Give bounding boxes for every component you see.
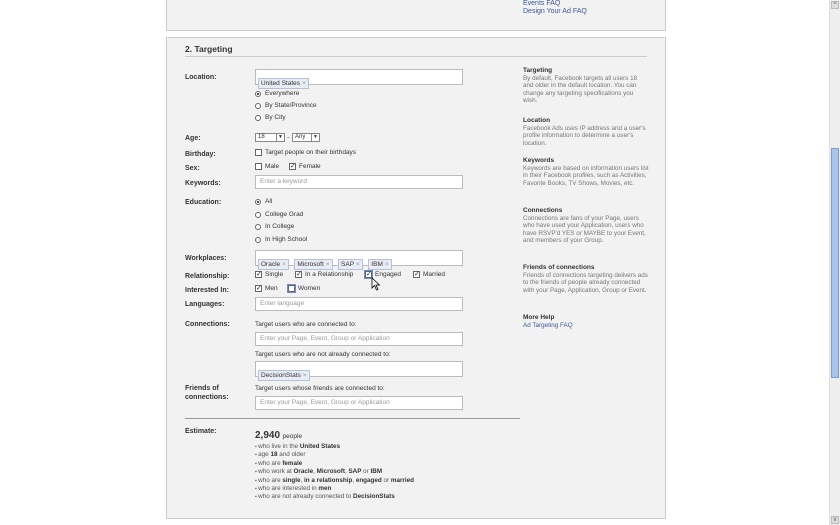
mouse-cursor-icon	[371, 277, 381, 291]
estimate-details	[255, 443, 414, 502]
workplaces-input[interactable]	[255, 250, 463, 266]
sex-female-checkbox[interactable]: ✓ Female	[290, 163, 321, 170]
estimate-label: Estimate:	[185, 428, 217, 435]
relationship-engaged-checkbox[interactable]: ✓ Engaged	[366, 271, 402, 278]
relationship-married-checkbox[interactable]: ✓ Married	[414, 271, 446, 278]
keywords-label: Keywords:	[185, 180, 221, 187]
keywords-input[interactable]: Enter a keyword	[255, 175, 463, 189]
estimate-line: ▪ who are interested in men	[255, 485, 414, 493]
connected-to-label: Target users who are connected to:	[255, 321, 357, 328]
workplace-token: IBM ×	[368, 259, 391, 270]
age-to-select[interactable]: Any ▼	[292, 133, 320, 142]
dropdown-arrow-icon: ▼	[276, 134, 284, 141]
estimate-count: 2,940 people	[255, 430, 303, 441]
section-divider	[185, 56, 647, 57]
radio-icon	[255, 115, 261, 121]
relationship-single-checkbox[interactable]: ✓ Single	[256, 271, 284, 278]
languages-input[interactable]: Enter language	[255, 297, 463, 311]
workplace-token: Oracle ×	[258, 259, 289, 270]
ad-targeting-faq-link[interactable]: Ad Targeting FAQ	[523, 321, 573, 329]
scroll-down-icon[interactable]: v	[831, 516, 839, 524]
checkbox-icon	[288, 285, 295, 292]
education-in-college-radio[interactable]: In College	[255, 222, 294, 231]
location-city-radio[interactable]: By City	[255, 113, 286, 122]
location-state-radio[interactable]: By State/Province	[255, 101, 317, 110]
radio-selected-icon	[255, 199, 261, 205]
education-college-grad-radio[interactable]: College Grad	[255, 210, 303, 219]
estimate-divider	[185, 418, 520, 419]
estimate-line: ▪ who live in the United States	[255, 443, 414, 451]
help-location: Location Facebook Ads uses IP address and a user's profile information to determine a user's location.	[523, 117, 646, 147]
workplaces-label: Workplaces:	[185, 255, 227, 262]
location-label: Location:	[185, 74, 217, 81]
estimate-line: ▪ who are not already connected to DecisionStats	[255, 493, 414, 501]
remove-token-icon[interactable]: ×	[356, 261, 360, 268]
help-more: More Help Ad Targeting FAQ	[523, 314, 573, 329]
interested-women-checkbox[interactable]: Women	[288, 284, 320, 293]
checkbox-checked-icon: ✓	[366, 271, 372, 278]
age-label: Age:	[185, 135, 201, 142]
checkbox-icon	[255, 149, 262, 156]
workplace-token: SAP ×	[338, 259, 363, 270]
relationship-in-relationship-checkbox[interactable]: ✓ In a Relationship	[296, 271, 354, 278]
education-high-school-radio[interactable]: In High School	[255, 235, 307, 244]
remove-token-icon[interactable]: ×	[384, 261, 389, 268]
radio-icon	[255, 212, 261, 218]
estimate-line: ▪ who are single, in a relationship, engaged or married	[255, 477, 414, 485]
help-connections: Connections Connections are fans of your Page, users who have used your Application, users who have RSVP'd YES or MAYBE to your Event, and members of your Group.	[523, 207, 646, 245]
design-ad-faq-link[interactable]: Design Your Ad FAQ	[523, 8, 587, 15]
connected-to-input[interactable]: Enter your Page, Event, Group or Application	[255, 332, 463, 346]
faq-links	[523, 0, 587, 16]
education-label: Education:	[185, 199, 222, 206]
languages-label: Languages:	[185, 301, 225, 308]
checkbox-icon	[255, 163, 262, 170]
estimate-line: ▪ age 18 and older	[255, 451, 414, 459]
events-faq-link[interactable]: Events FAQ	[523, 0, 561, 7]
friends-connected-to-label: Target users whose friends are connected to:	[255, 385, 385, 392]
remove-token-icon[interactable]: ×	[282, 261, 286, 268]
estimate-line: ▪ who are female	[255, 460, 414, 468]
not-connected-to-label: Target users who are not already connected to:	[255, 351, 391, 358]
checkbox-checked-icon: ✓	[414, 271, 420, 278]
page-scrollbar[interactable]	[829, 0, 840, 525]
sex-male-checkbox[interactable]: Male	[255, 162, 279, 171]
friends-of-connections-label: Friends of connections:	[185, 385, 229, 401]
location-input[interactable]	[255, 69, 463, 85]
birthday-checkbox[interactable]: Target people on their birthdays	[255, 148, 356, 157]
scroll-thumb[interactable]	[831, 148, 839, 378]
birthday-label: Birthday:	[185, 151, 216, 158]
help-friends-of-connections: Friends of connections Friends of connections targeting delivers ads to the friends of people already connected with your Page, Application, Group or Event.	[523, 264, 648, 294]
checkbox-checked-icon: ✓	[256, 285, 262, 292]
targeting-panel	[166, 37, 666, 519]
radio-selected-icon	[255, 91, 261, 97]
remove-token-icon[interactable]: ×	[302, 372, 307, 379]
remove-token-icon[interactable]: ×	[302, 80, 306, 87]
dropdown-arrow-icon: ▼	[311, 134, 319, 141]
section-title: 2. Targeting	[185, 44, 233, 54]
sex-label: Sex:	[185, 165, 200, 172]
connections-label: Connections:	[185, 321, 230, 328]
scroll-up-icon[interactable]: ^	[831, 1, 839, 9]
help-keywords: Keywords Keywords are based on information users list in their Facebook profiles, such as Activities, Favorite Books, TV Shows, Movies, etc.	[523, 157, 649, 187]
workplace-token: Microsoft ×	[294, 259, 332, 270]
age-from-select[interactable]: 18 ▼	[255, 133, 285, 142]
connection-token: DecisionStats ×	[258, 370, 310, 381]
friends-connected-to-input[interactable]: Enter your Page, Event, Group or Application	[255, 396, 463, 410]
education-all-radio[interactable]: All	[255, 197, 272, 206]
location-everywhere-radio[interactable]: Everywhere	[255, 89, 299, 98]
not-connected-to-input[interactable]	[255, 361, 463, 377]
interested-men-checkbox[interactable]: ✓ Men	[256, 285, 278, 292]
relationship-label: Relationship:	[185, 273, 230, 280]
previous-section-panel	[166, 0, 666, 31]
interested-in-label: Interested In:	[185, 287, 229, 294]
estimate-line: ▪ who work at Oracle, Microsoft, SAP or IBM	[255, 468, 414, 476]
location-token: United States ×	[258, 78, 309, 89]
help-targeting: Targeting By default, Facebook targets all users 18 and older in the default location. You can change any targeting specifications you wish.	[523, 67, 638, 105]
remove-token-icon[interactable]: ×	[325, 261, 330, 268]
radio-icon	[255, 224, 261, 230]
age-dash: -	[287, 134, 290, 141]
checkbox-checked-icon: ✓	[290, 163, 296, 170]
radio-icon	[255, 237, 261, 243]
checkbox-checked-icon: ✓	[256, 271, 262, 278]
checkbox-checked-icon: ✓	[296, 271, 302, 278]
radio-icon	[255, 103, 261, 109]
